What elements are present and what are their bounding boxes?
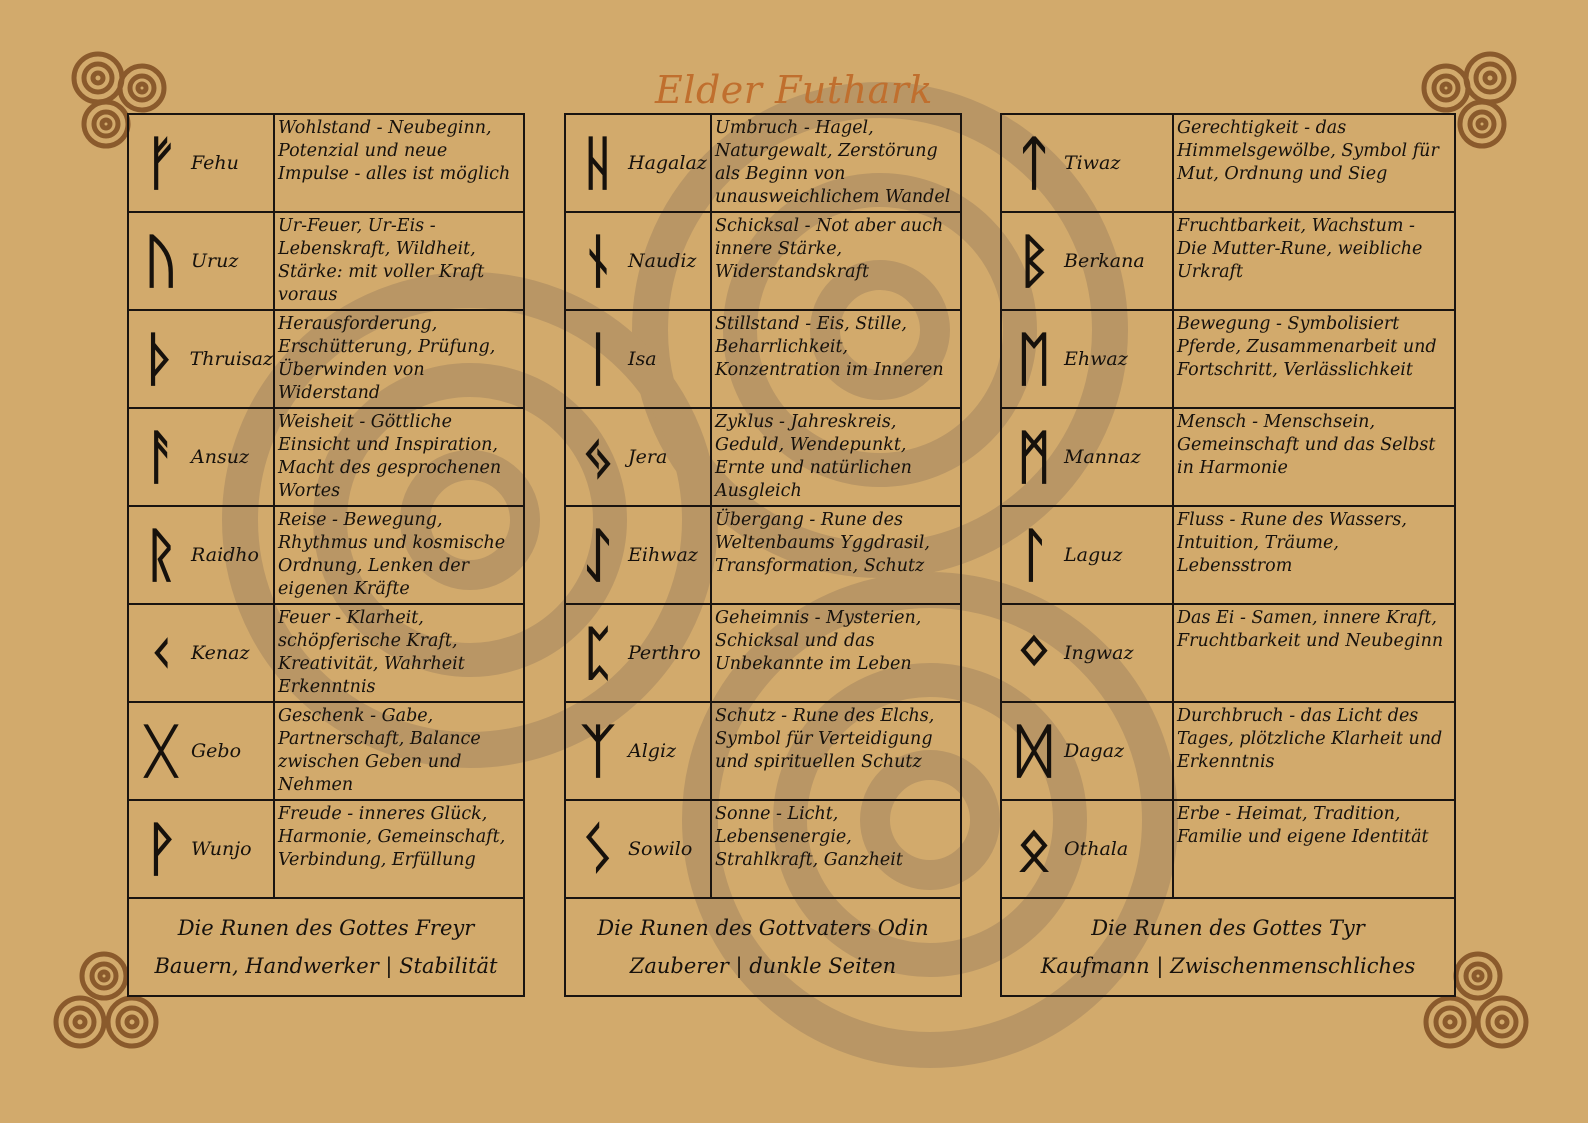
rune-name: Ehwaz (1064, 348, 1128, 370)
footer-deity: Die Runen des Gottes Tyr (1091, 916, 1365, 940)
rune-description: Übergang - Rune des Weltenbaums Yggdrasil, Transformation, Schutz (715, 510, 930, 576)
rune-name: Perthro (628, 642, 701, 664)
column-footer (1002, 899, 1454, 995)
rune-glyph: ᚾ (580, 227, 616, 295)
rune-glyph: ᛞ (1016, 717, 1052, 785)
rune-glyph: ᛗ (1016, 423, 1052, 491)
rune-name: Algiz (628, 740, 677, 762)
rune-row (566, 605, 960, 703)
rune-glyph: ᛇ (580, 521, 616, 589)
rune-glyph: ᛚ (1016, 521, 1052, 589)
rune-description: Umbruch - Hagel, Naturgewalt, Zerstörung als Beginn von unausweichlichem Wandel (715, 118, 951, 207)
rune-name: Tiwaz (1064, 152, 1121, 174)
rune-name: Fehu (191, 152, 239, 174)
rune-glyph: ᛜ (1016, 619, 1052, 687)
rune-glyph: ᛉ (580, 717, 616, 785)
rune-glyph: ᛟ (1016, 815, 1052, 883)
rune-row (566, 311, 960, 409)
rune-name: Jera (628, 446, 668, 468)
rune-name: Laguz (1064, 544, 1123, 566)
rune-glyph: ᛈ (580, 619, 616, 687)
rune-name: Othala (1064, 838, 1129, 860)
rune-description: Das Ei - Samen, innere Kraft, Fruchtbarkeit und Neubeginn (1177, 608, 1444, 651)
rune-glyph: ᚨ (143, 423, 179, 491)
rune-name: Mannaz (1064, 446, 1141, 468)
column-footer (566, 899, 960, 995)
rune-row (129, 311, 523, 409)
rune-glyph: ᛖ (1016, 325, 1052, 393)
footer-domain: Bauern, Handwerker | Stabilität (154, 954, 498, 978)
rune-row (1002, 703, 1454, 801)
rune-row (566, 213, 960, 311)
rune-description: Zyklus - Jahreskreis, Geduld, Wendepunkt, Ernte und natürlichen Ausgleich (715, 412, 912, 501)
footer-domain: Kaufmann | Zwischenmenschliches (1040, 954, 1416, 978)
rune-description: Sonne - Licht, Lebensenergie, Strahlkraft, Ganzheit (715, 804, 903, 870)
rune-row (129, 507, 523, 605)
rune-description: Fluss - Rune des Wassers, Intuition, Träume, Lebensstrom (1177, 510, 1407, 576)
rune-glyph: ᛏ (1016, 129, 1052, 197)
rune-row (1002, 605, 1454, 703)
rune-description: Feuer - Klarheit, schöpferische Kraft, Kreativität, Wahrheit Erkenntnis (278, 608, 465, 697)
rune-table-tyr (1000, 113, 1456, 997)
rune-row (566, 115, 960, 213)
rune-row (1002, 115, 1454, 213)
footer-deity: Die Runen des Gottvaters Odin (597, 916, 929, 940)
rune-description: Durchbruch - das Licht des Tages, plötzliche Klarheit und Erkenntnis (1177, 706, 1443, 772)
rune-row (1002, 409, 1454, 507)
rune-name: Wunjo (191, 838, 252, 860)
rune-row (1002, 801, 1454, 899)
rune-row (129, 801, 523, 899)
rune-description: Mensch - Menschsein, Gemeinschaft und das Selbst in Harmonie (1177, 412, 1436, 478)
rune-description: Geheimnis - Mysterien, Schicksal und das Unbekannte im Leben (715, 608, 922, 674)
rune-table-freyr (127, 113, 525, 997)
rune-row (566, 801, 960, 899)
rune-name: Ansuz (191, 446, 249, 468)
rune-glyph: ᛃ (580, 423, 616, 491)
rune-row (1002, 311, 1454, 409)
rune-row (129, 703, 523, 801)
rune-row (1002, 507, 1454, 605)
rune-glyph: ᚷ (143, 717, 179, 785)
page-title: Elder Futhark (655, 68, 933, 112)
rune-row (129, 115, 523, 213)
rune-glyph: ᚠ (143, 129, 179, 197)
rune-glyph: ᚲ (143, 619, 179, 687)
rune-description: Wohlstand - Neubeginn, Potenzial und neue Impulse - alles ist möglich (278, 118, 511, 184)
rune-row (566, 409, 960, 507)
rune-row (129, 409, 523, 507)
rune-name: Naudiz (628, 250, 697, 272)
rune-description: Schicksal - Not aber auch innere Stärke, Widerstandskraft (715, 216, 944, 282)
rune-name: Hagalaz (628, 152, 707, 174)
rune-glyph: ᛁ (580, 325, 616, 393)
rune-row (1002, 213, 1454, 311)
rune-description: Bewegung - Symbolisiert Pferde, Zusammenarbeit und Fortschritt, Verlässlichkeit (1177, 314, 1437, 380)
rune-row (129, 213, 523, 311)
rune-name: Sowilo (628, 838, 693, 860)
rune-glyph: ᚢ (143, 227, 179, 295)
rune-description: Weisheit - Göttliche Einsicht und Inspiration, Macht des gesprochenen Wortes (278, 412, 502, 501)
rune-glyph: ᚹ (143, 815, 179, 883)
rune-description: Herausforderung, Erschütterung, Prüfung, Überwinden von Widerstand (278, 314, 496, 403)
rune-row (566, 507, 960, 605)
rune-name: Dagaz (1064, 740, 1125, 762)
rune-description: Fruchtbarkeit, Wachstum - Die Mutter-Rune, weibliche Urkraft (1177, 216, 1423, 282)
rune-glyph: ᚦ (142, 325, 178, 393)
rune-name: Eihwaz (628, 544, 698, 566)
rune-glyph: ᛒ (1016, 227, 1052, 295)
rune-glyph: ᛊ (580, 815, 616, 883)
rune-row (566, 703, 960, 801)
rune-name: Gebo (191, 740, 242, 762)
rune-glyph: ᚱ (143, 521, 179, 589)
rune-description: Reise - Bewegung, Rhythmus und kosmische Ordnung, Lenken der eigenen Kräfte (278, 510, 506, 599)
rune-row (129, 605, 523, 703)
rune-description: Freude - inneres Glück, Harmonie, Gemeinschaft, Verbindung, Erfüllung (278, 804, 506, 870)
rune-description: Geschenk - Gabe, Partnerschaft, Balance zwischen Geben und Nehmen (278, 706, 481, 795)
rune-name: Ingwaz (1064, 642, 1134, 664)
column-footer (129, 899, 523, 995)
rune-description: Gerechtigkeit - das Himmelsgewölbe, Symbol für Mut, Ordnung und Sieg (1177, 118, 1439, 184)
footer-deity: Die Runen des Gottes Freyr (177, 916, 475, 940)
rune-glyph: ᚺ (580, 129, 616, 197)
rune-name: Uruz (191, 250, 239, 272)
rune-description: Schutz - Rune des Elchs, Symbol für Verteidigung und spirituellen Schutz (715, 706, 935, 772)
rune-name: Thruisaz (189, 348, 273, 370)
rune-name: Kenaz (191, 642, 250, 664)
rune-description: Ur-Feuer, Ur-Eis - Lebenskraft, Wildheit, Stärke: mit voller Kraft voraus (278, 216, 485, 305)
rune-name: Isa (628, 348, 657, 370)
rune-description: Erbe - Heimat, Tradition, Familie und eigene Identität (1177, 804, 1429, 847)
rune-table-odin (564, 113, 962, 997)
rune-name: Raidho (191, 544, 259, 566)
footer-domain: Zauberer | dunkle Seiten (629, 954, 897, 978)
rune-description: Stillstand - Eis, Stille, Beharrlichkeit, Konzentration im Inneren (715, 314, 944, 380)
rune-name: Berkana (1064, 250, 1145, 272)
